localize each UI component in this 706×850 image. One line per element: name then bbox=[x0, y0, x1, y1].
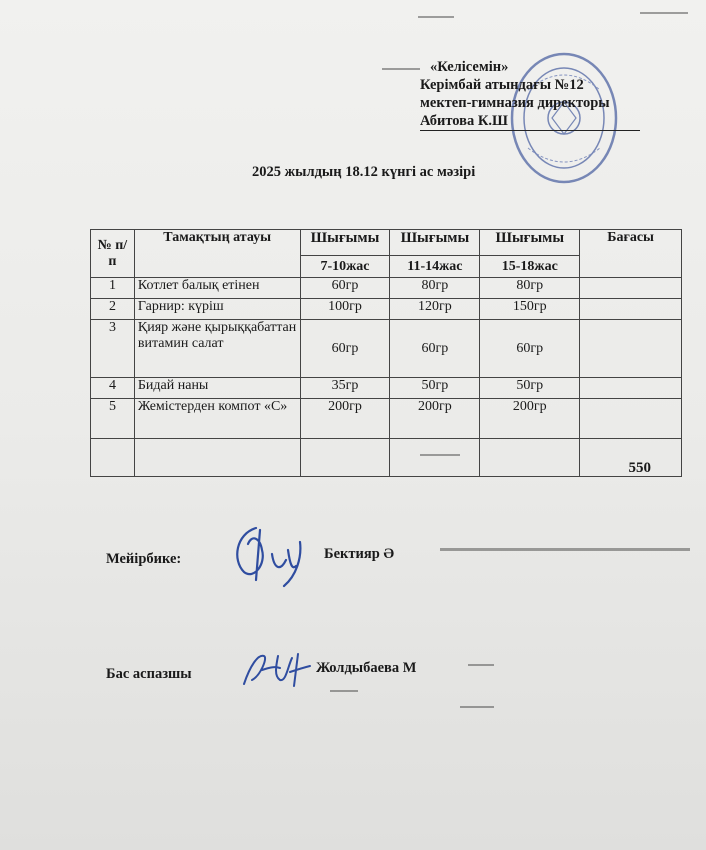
header-output-1: Шығымы bbox=[300, 230, 390, 256]
row-price bbox=[580, 378, 682, 399]
menu-table bbox=[90, 229, 682, 477]
row-output-3: 60гр bbox=[480, 320, 580, 378]
approval-position: мектеп-гимназия директоры bbox=[420, 95, 610, 111]
row-dish: Котлет балық етінен bbox=[134, 278, 300, 299]
row-price bbox=[580, 320, 682, 378]
total-price: 550 bbox=[580, 439, 682, 477]
scan-smudge bbox=[330, 690, 358, 692]
row-output-2: 60гр bbox=[390, 320, 480, 378]
row-output-3: 50гр bbox=[480, 378, 580, 399]
head-cook-signature bbox=[238, 646, 314, 690]
table-row bbox=[91, 278, 682, 299]
row-output-3: 150гр bbox=[480, 299, 580, 320]
row-price bbox=[580, 299, 682, 320]
approval-block bbox=[420, 58, 660, 131]
menu-title: 2025 жылдың 18.12 күнгі ас мәзірі bbox=[252, 164, 476, 180]
scan-smudge bbox=[640, 12, 688, 14]
head-cook-role: Бас аспазшы bbox=[106, 666, 192, 682]
scan-smudge bbox=[468, 664, 494, 666]
table-row bbox=[91, 378, 682, 399]
table-row bbox=[91, 299, 682, 320]
nurse-name: Бектияр Ә bbox=[324, 546, 395, 562]
row-output-2: 80гр bbox=[390, 278, 480, 299]
row-output-2: 120гр bbox=[390, 299, 480, 320]
head-cook-name: Жолдыбаева М bbox=[316, 660, 417, 676]
row-output-1: 60гр bbox=[300, 278, 390, 299]
approval-heading: «Келісемін» bbox=[430, 59, 509, 75]
nurse-signature bbox=[226, 520, 326, 590]
header-num: № п/п bbox=[91, 230, 135, 278]
row-num: 2 bbox=[91, 299, 135, 320]
row-output-3: 80гр bbox=[480, 278, 580, 299]
row-price bbox=[580, 399, 682, 439]
scan-smudge bbox=[460, 706, 494, 708]
row-output-1: 100гр bbox=[300, 299, 390, 320]
header-age-2: 11-14жас bbox=[390, 256, 480, 278]
table-header-row bbox=[91, 230, 682, 256]
header-output-3: Шығымы bbox=[480, 230, 580, 256]
header-age-1: 7-10жас bbox=[300, 256, 390, 278]
scan-smudge bbox=[382, 68, 420, 70]
header-output-2: Шығымы bbox=[390, 230, 480, 256]
row-dish: Гарнир: күріш bbox=[134, 299, 300, 320]
approval-school: Керімбай атындағы №12 bbox=[420, 77, 584, 93]
row-output-2: 50гр bbox=[390, 378, 480, 399]
table-row bbox=[91, 320, 682, 378]
table-total-row bbox=[91, 439, 682, 477]
row-output-2: 200гр bbox=[390, 399, 480, 439]
row-num: 4 bbox=[91, 378, 135, 399]
nurse-role: Мейірбике: bbox=[106, 551, 182, 567]
row-num: 3 bbox=[91, 320, 135, 378]
approval-director-name: Абитова К.Ш bbox=[420, 112, 640, 131]
row-dish: Жемістерден компот «С» bbox=[134, 399, 300, 439]
header-name: Тамақтың атауы bbox=[134, 230, 300, 278]
row-price bbox=[580, 278, 682, 299]
row-num: 5 bbox=[91, 399, 135, 439]
row-dish: Қияр және қырыққабаттан витамин салат bbox=[134, 320, 300, 378]
row-dish: Бидай наны bbox=[134, 378, 300, 399]
row-num: 1 bbox=[91, 278, 135, 299]
header-age-3: 15-18жас bbox=[480, 256, 580, 278]
table-row bbox=[91, 399, 682, 439]
scan-smudge bbox=[418, 16, 454, 18]
row-output-1: 200гр bbox=[300, 399, 390, 439]
row-output-1: 35гр bbox=[300, 378, 390, 399]
row-output-1: 60гр bbox=[300, 320, 390, 378]
row-output-3: 200гр bbox=[480, 399, 580, 439]
header-price: Бағасы bbox=[580, 230, 682, 278]
scan-smudge bbox=[440, 548, 690, 551]
